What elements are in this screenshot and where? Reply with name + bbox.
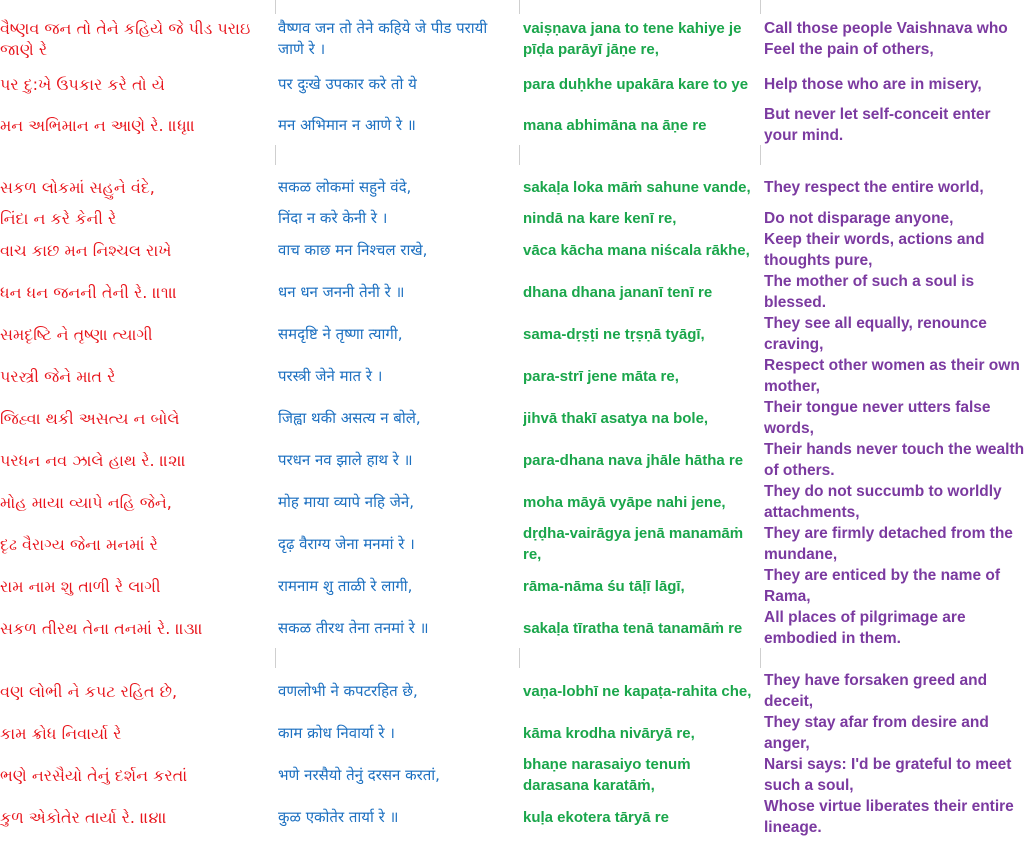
gujarati-line: સકળ લોકમાં સહુને વંદે, [0,177,155,197]
gujarati-line: મન અભિમાન ન આણે રે. ॥ધૃ॥ [0,115,196,135]
transliteration-line: sakaḷa loka māṁ sahune vande, [523,178,751,196]
english-line: They are firmly detached from the mundane, [764,525,1013,563]
gujarati-line: વાચ કાછ મન નિશ્ચલ રાખે [0,240,172,260]
verse-line-row [0,208,1032,229]
verse-line-row [0,607,1032,649]
english-line: Call those people Vaishnava who Feel the pain of others, [764,20,1008,58]
english-line: Their tongue never utters false words, [764,399,991,437]
verse-line-row [0,271,1032,313]
hindi-line: सकळ लोकमां सहुने वंदे, [278,177,412,196]
gujarati-line: જિહ્વા થકી અસત્ય ન બોલે [0,408,180,428]
english-line: Respect other women as their own mother, [764,357,1020,395]
transliteration-line: kāma krodha nivāryā re, [523,724,695,742]
english-line: Narsi says: I'd be grateful to meet such a soul, [764,756,1012,794]
transliteration-line: mana abhimāna na āṇe re [523,116,707,134]
hindi-line: कुळ एकोतेर तार्या रे ॥ [278,807,399,826]
hindi-line: वणलोभी ने कपटरहित छे, [278,681,418,700]
hindi-line: पर दुःखे उपकार करे तो ये [278,74,417,93]
verse-line-row [0,754,1032,796]
verse-line-row [0,229,1032,271]
english-line: They are enticed by the name of Rama, [764,567,1001,605]
english-line: Their hands never touch the wealth of others. [764,441,1025,479]
transliteration-line: dṛḍha-vairāgya jenā manamāṁ re, [523,525,744,563]
english-line: But never let self-conceit enter your mind. [764,106,991,144]
english-line: Help those who are in misery, [764,75,982,93]
verse-line-row [0,313,1032,355]
column-divider [519,648,520,668]
verse-line-row [0,18,1032,60]
gujarati-line: રામ નામ શુ તાળી રે લાગી [0,576,161,596]
english-line: They see all equally, renounce craving, [764,315,987,353]
hindi-line: परस्त्री जेने मात रे । [278,366,383,385]
verse-line-row [0,523,1032,565]
english-line: All places of pilgrimage are embodied in them. [764,609,966,647]
transliteration-line: rāma-nāma śu tāḷī lāgī, [523,577,685,595]
transliteration-line: kuḷa ekotera tāryā re [523,808,669,826]
hindi-line: मोह माया व्यापे नहि जेने, [278,492,414,511]
column-divider [519,0,520,14]
gujarati-line: પર દુ:ખે ઉપકાર કરે તો યે [0,74,165,94]
gujarati-line: મોહ માયા વ્યાપે નહિ જેને, [0,492,172,512]
gujarati-line: વૈષ્ણવ જન તો તેને કહિયે જે પીડ પરાઇ જાણે રે [0,19,251,59]
verse-line-row [0,796,1032,838]
column-divider [760,648,761,668]
transliteration-line: para-dhana nava jhāle hātha re [523,451,744,469]
transliteration-line: jihvā thakī asatya na bole, [523,409,709,427]
transliteration-line: bhaṇe narasaiyo tenuṁ darasana karatāṁ, [523,756,691,794]
verse-line-row [0,105,1032,145]
transliteration-line: vaṇa-lobhī ne kapaṭa-rahita che, [523,682,752,700]
hindi-line: परधन नव झाले हाथ रे ॥ [278,450,413,469]
transliteration-line: sama-dṛṣṭi ne tṛṣṇā tyāgī, [523,325,705,343]
column-divider [760,145,761,165]
hindi-line: मन अभिमान न आणे रे ॥ [278,115,416,134]
verse-line-row [0,166,1032,208]
english-line: They do not succumb to worldly attachments, [764,483,1002,521]
verse-line-row [0,565,1032,607]
gujarati-line: પરસ્ત્રી જેને માત રે [0,366,116,386]
english-line: The mother of such a soul is blessed. [764,273,975,311]
hindi-line: समदृष्टि ने तृष्णा त्यागी, [278,324,403,343]
column-divider [519,145,520,165]
hindi-line: रामनाम शु ताळी रे लागी, [278,576,413,595]
gujarati-line: નિંદા ન કરે કેની રે [0,209,117,228]
transliteration-line: para-strī jene māta re, [523,367,679,385]
verse-line-row [0,439,1032,481]
gujarati-line: સમદૃષ્ટિ ને તૃષ્ણા ત્યાગી [0,324,153,344]
hindi-line: सकळ तीरथ तेना तनमां रे ॥ [278,618,429,637]
transliteration-line: moha māyā vyāpe nahi jene, [523,493,726,511]
english-line: They stay afar from desire and anger, [764,714,989,752]
gujarati-line: સકળ તીરથ તેના તનમાં રે. ॥૩॥ [0,618,203,638]
hindi-line: वाच काछ मन निश्चल राखे, [278,240,428,259]
verse-line-row [0,712,1032,754]
hindi-line: निंदा न करे केनी रे । [278,209,388,227]
gujarati-line: કામ ક્રોધ નિવાર્યા રે [0,723,122,743]
hindi-line: धन धन जननी तेनी रे ॥ [278,282,405,301]
verse-line-row [0,670,1032,712]
english-line: Do not disparage anyone, [764,210,954,227]
column-divider [760,0,761,14]
column-divider [275,145,276,165]
hindi-line: काम क्रोध निवार्या रे । [278,723,395,742]
english-line: Whose virtue liberates their entire lineage. [764,798,1014,836]
english-line: Keep their words, actions and thoughts pure, [764,231,985,269]
verse-line-row [0,355,1032,397]
transliteration-line: dhana dhana jananī tenī re [523,283,713,301]
transliteration-line: vāca kācha mana niścala rākhe, [523,241,750,259]
transliteration-line: nindā na kare kenī re, [523,210,677,227]
transliteration-line: sakaḷa tīratha tenā tanamāṁ re [523,619,743,637]
english-line: They have forsaken greed and deceit, [764,672,988,710]
column-divider [275,648,276,668]
hindi-line: जिह्वा थकी असत्य न बोले, [278,408,421,427]
hindi-line: दृढ़ वैराग्य जेना मनमां रे । [278,534,415,553]
gujarati-line: કુળ એકોતેર તાર્યા રે. ॥૪॥ [0,807,167,827]
gujarati-line: વણ લોભી ને કપટ રહિત છે, [0,681,178,701]
hindi-line: वैष्णव जन तो तेने कहिये जे पीड परायी जाणे रे । [278,19,488,58]
verse-line-row [0,481,1032,523]
hindi-line: भणे नरसैयो तेनुं दरसन करतां, [278,765,440,784]
gujarati-line: ધન ધન જનની તેની રે. ॥૧॥ [0,282,178,302]
transliteration-line: para duḥkhe upakāra kare to ye [523,75,749,93]
column-divider [275,0,276,14]
gujarati-line: ભણે નરસૈયો તેનું દર્શન કરતાં [0,765,188,785]
english-line: They respect the entire world, [764,178,984,196]
transliteration-line: vaiṣṇava jana to tene kahiye je pīḍa parāyī jāṇe re, [523,20,742,58]
gujarati-line: દૃઢ વૈરાગ્ય જેના મનમાં રે [0,534,158,554]
verse-line-row [0,397,1032,439]
gujarati-line: પરધન નવ ઝાલે હાથ રે. ॥૨॥ [0,450,186,470]
verse-line-row [0,64,1032,104]
